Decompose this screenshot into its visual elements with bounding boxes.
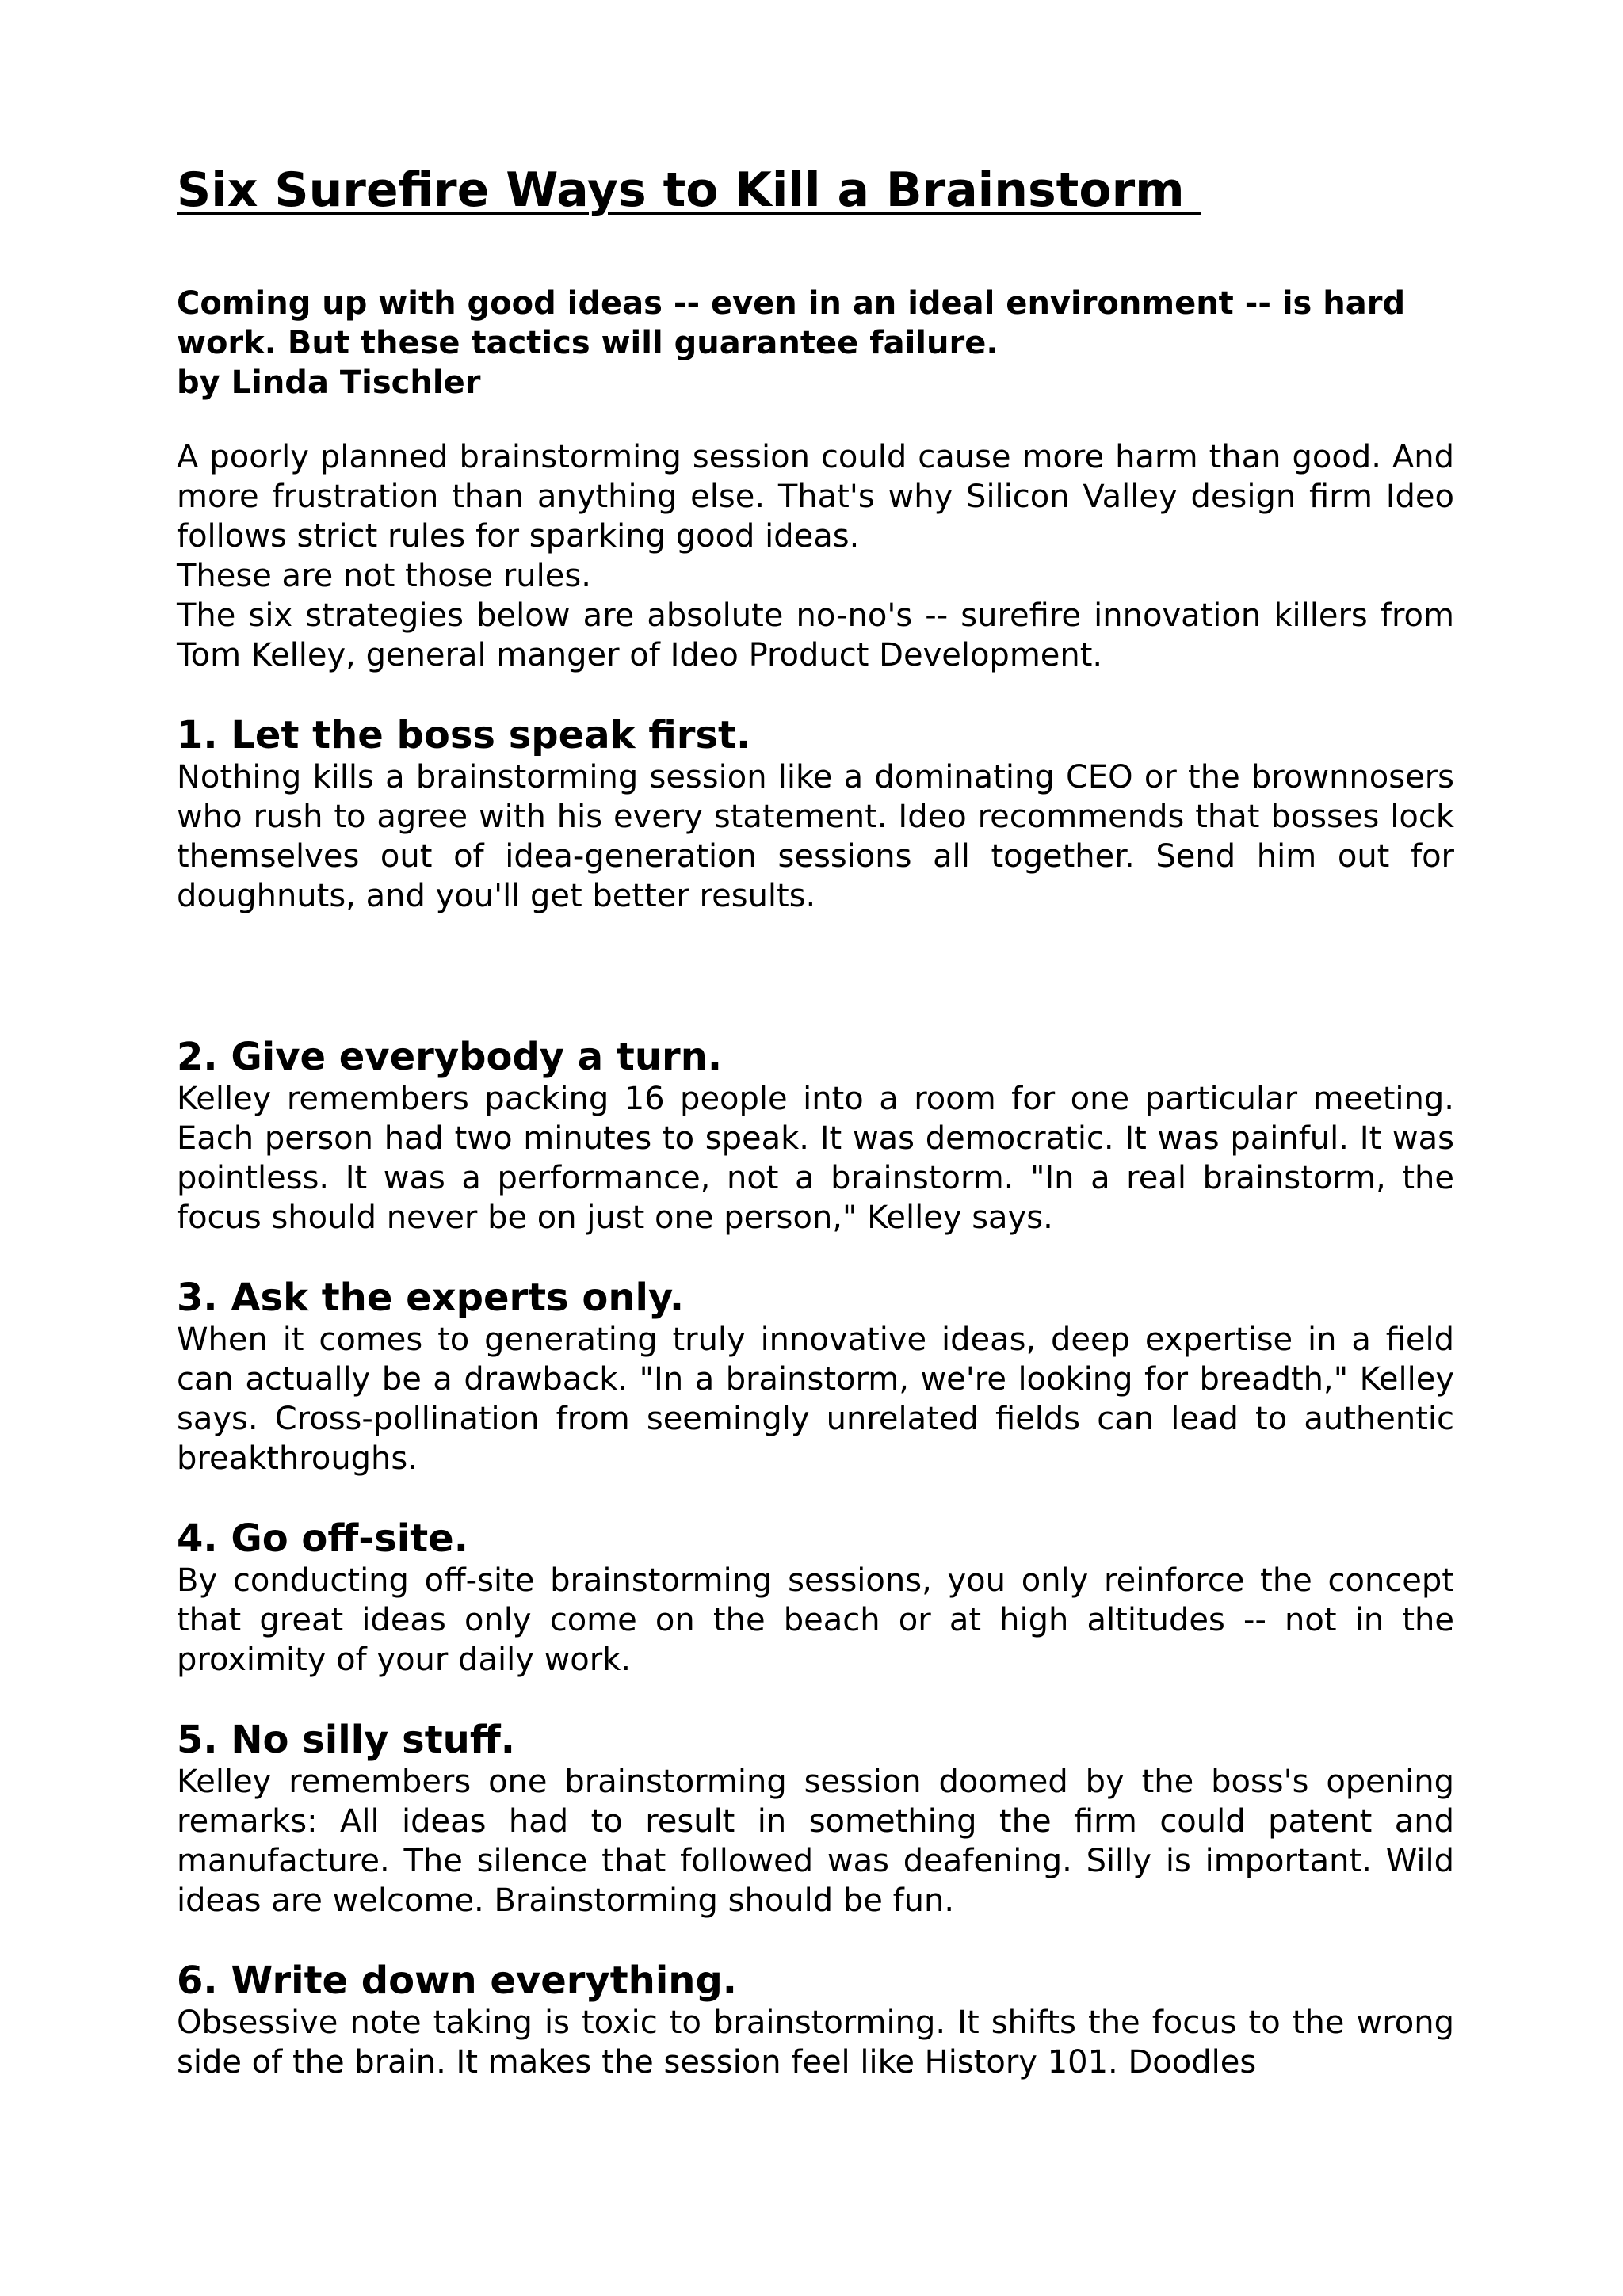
section-heading: 3. Ask the experts only.	[177, 1276, 685, 1320]
section-body: Obsessive note taking is toxic to brainstorming. It shifts the focus to the wrong side of the brain. It makes the session feel like History 101. Doodles	[177, 2004, 1454, 2081]
section-body: Kelley remembers packing 16 people into a room for one particular meeting. Each person had two minutes to speak. It was democratic. It was painful. It was pointless. It was a performance, not a brainstorm. "In a real brainstorm, the focus should never be on just one person," Kelley says.	[177, 1081, 1454, 1236]
section-1	[177, 713, 1454, 916]
section-4	[177, 1516, 1454, 1680]
intro-paragraph: These are not those rules.	[177, 558, 591, 594]
byline: by Linda Tischler	[177, 364, 481, 401]
section-heading: 6. Write down everything.	[177, 1958, 738, 2003]
intro-paragraphs	[177, 437, 1454, 675]
document-page	[177, 158, 1454, 2082]
section-heading: 2. Give everybody a turn.	[177, 1035, 723, 1079]
section-body: By conducting off-site brainstorming sessions, you only reinforce the concept that great ideas only come on the beach or at high altitudes -- not in the proximity of your daily work.	[177, 1562, 1454, 1678]
article-subtitle	[177, 284, 1454, 402]
intro-paragraph: The six strategies below are absolute no-no's -- surefire innovation killers from Tom Kelley, general manger of Ideo Product Development.	[177, 597, 1454, 673]
section-body: When it comes to generating truly innovative ideas, deep expertise in a field can actually be a drawback. "In a brainstorm, we're looking for breadth," Kelley says. Cross-pollination from seemingly unrelated fields can lead to authentic breakthroughs.	[177, 1322, 1454, 1477]
section-5	[177, 1718, 1454, 1920]
article-title: Six Surefire Ways to Kill a Brainstorm	[177, 162, 1201, 218]
section-heading: 4. Go off-site.	[177, 1516, 468, 1561]
section-body: Nothing kills a brainstorming session like a dominating CEO or the brownnosers who rush to agree with his every statement. Ideo recommends that bosses lock themselves out of idea-generation sessions all together. Send him out for doughnuts, and you'll get better results.	[177, 759, 1454, 914]
section-6	[177, 1958, 1454, 2082]
section-heading: 1. Let the boss speak first.	[177, 713, 751, 757]
section-2	[177, 1035, 1454, 1238]
section-body: Kelley remembers one brainstorming session doomed by the boss's opening remarks: All ideas had to result in something the firm could patent and manufacture. The silence that followed was deafening. Silly is important. Wild ideas are welcome. Brainstorming should be fun.	[177, 1764, 1454, 1919]
intro-paragraph: A poorly planned brainstorming session could cause more harm than good. And more frustration than anything else. That's why Silicon Valley design firm Ideo follows strict rules for sparking good ideas.	[177, 439, 1454, 555]
section-heading: 5. No silly stuff.	[177, 1718, 515, 1762]
section-3	[177, 1276, 1454, 1478]
subtitle-text: Coming up with good ideas -- even in an ideal environment -- is hard work. But these tactics will guarantee failure.	[177, 285, 1406, 361]
